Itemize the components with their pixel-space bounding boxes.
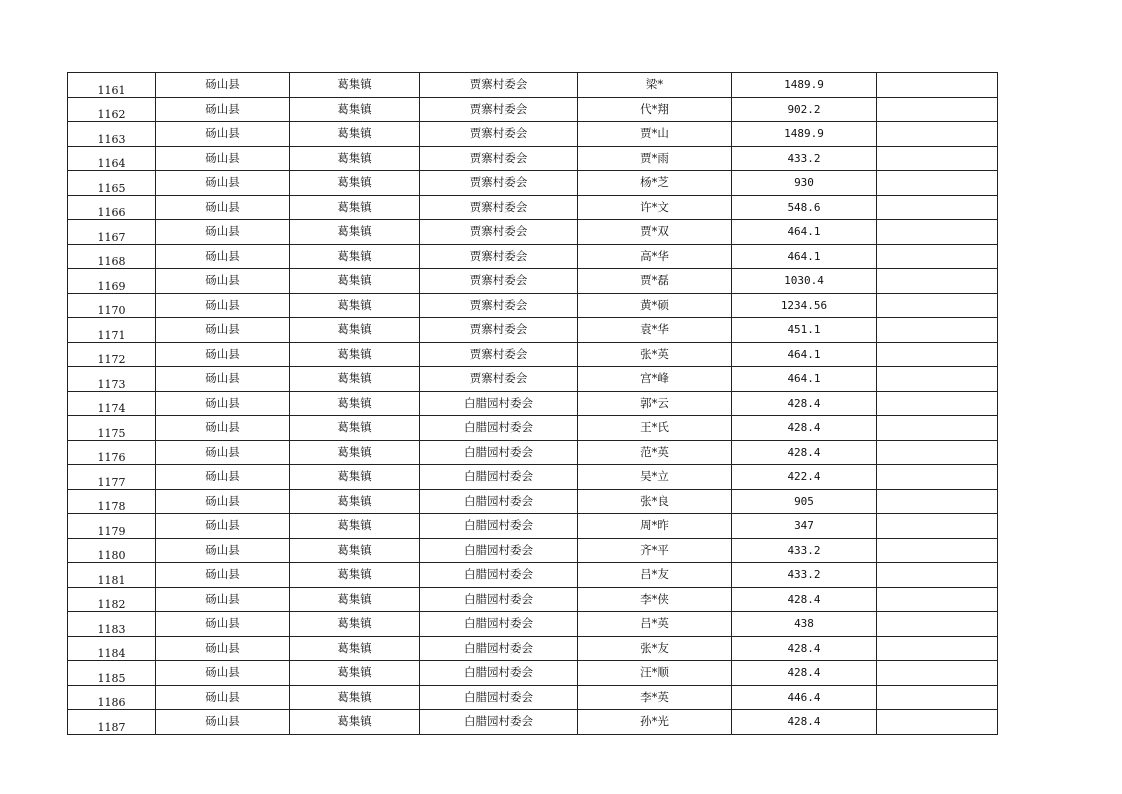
person-name-cell: 梁* [578,73,732,98]
county-cell: 砀山县 [156,220,290,245]
remark-cell [877,661,998,686]
remark-cell [877,367,998,392]
table-row [68,195,998,220]
county-cell: 砀山县 [156,97,290,122]
row-number-cell: 1182 [68,587,156,612]
county-cell: 砀山县 [156,710,290,735]
person-name-cell: 贾*双 [578,220,732,245]
amount-cell: 347 [732,514,877,539]
table-row [68,318,998,343]
town-cell: 葛集镇 [290,367,420,392]
county-cell: 砀山县 [156,661,290,686]
town-cell: 葛集镇 [290,685,420,710]
row-number-cell: 1168 [68,244,156,269]
row-number-cell: 1187 [68,710,156,735]
row-number-cell: 1163 [68,122,156,147]
county-cell: 砀山县 [156,244,290,269]
table-row [68,612,998,637]
village-committee-cell: 白腊园村委会 [420,440,578,465]
amount-cell: 428.4 [732,587,877,612]
person-name-cell: 王*氏 [578,416,732,441]
person-name-cell: 贾*山 [578,122,732,147]
subsidy-sheet [67,72,997,735]
amount-cell: 464.1 [732,342,877,367]
village-committee-cell: 白腊园村委会 [420,636,578,661]
amount-cell: 428.4 [732,416,877,441]
town-cell: 葛集镇 [290,195,420,220]
table-row [68,661,998,686]
row-number-cell: 1167 [68,220,156,245]
town-cell: 葛集镇 [290,636,420,661]
table-row [68,342,998,367]
row-number-cell: 1169 [68,269,156,294]
remark-cell [877,416,998,441]
county-cell: 砀山县 [156,269,290,294]
person-name-cell: 张*英 [578,342,732,367]
person-name-cell: 汪*顺 [578,661,732,686]
village-committee-cell: 贾寨村委会 [420,293,578,318]
table-row [68,171,998,196]
table-row [68,636,998,661]
row-number-cell: 1186 [68,685,156,710]
table-row [68,587,998,612]
county-cell: 砀山县 [156,587,290,612]
row-number-cell: 1184 [68,636,156,661]
amount-cell: 438 [732,612,877,637]
table-row [68,489,998,514]
village-committee-cell: 白腊园村委会 [420,710,578,735]
amount-cell: 548.6 [732,195,877,220]
county-cell: 砀山县 [156,73,290,98]
table-body [68,73,998,735]
village-committee-cell: 贾寨村委会 [420,97,578,122]
amount-cell: 428.4 [732,636,877,661]
amount-cell: 1489.9 [732,73,877,98]
remark-cell [877,636,998,661]
village-committee-cell: 白腊园村委会 [420,661,578,686]
table-row [68,685,998,710]
row-number-cell: 1164 [68,146,156,171]
person-name-cell: 代*翔 [578,97,732,122]
county-cell: 砀山县 [156,391,290,416]
row-number-cell: 1174 [68,391,156,416]
village-committee-cell: 贾寨村委会 [420,367,578,392]
amount-cell: 464.1 [732,220,877,245]
row-number-cell: 1185 [68,661,156,686]
person-name-cell: 黄*硕 [578,293,732,318]
table-row [68,269,998,294]
amount-cell: 433.2 [732,563,877,588]
person-name-cell: 许*文 [578,195,732,220]
amount-cell: 905 [732,489,877,514]
village-committee-cell: 贾寨村委会 [420,244,578,269]
row-number-cell: 1175 [68,416,156,441]
row-number-cell: 1170 [68,293,156,318]
village-committee-cell: 白腊园村委会 [420,391,578,416]
subsidy-table [67,72,998,735]
amount-cell: 433.2 [732,538,877,563]
remark-cell [877,710,998,735]
town-cell: 葛集镇 [290,293,420,318]
table-row [68,416,998,441]
village-committee-cell: 白腊园村委会 [420,587,578,612]
remark-cell [877,563,998,588]
remark-cell [877,318,998,343]
table-row [68,538,998,563]
town-cell: 葛集镇 [290,587,420,612]
village-committee-cell: 贾寨村委会 [420,73,578,98]
village-committee-cell: 贾寨村委会 [420,269,578,294]
person-name-cell: 吕*友 [578,563,732,588]
town-cell: 葛集镇 [290,122,420,147]
town-cell: 葛集镇 [290,342,420,367]
person-name-cell: 张*友 [578,636,732,661]
village-committee-cell: 贾寨村委会 [420,122,578,147]
town-cell: 葛集镇 [290,661,420,686]
town-cell: 葛集镇 [290,416,420,441]
person-name-cell: 袁*华 [578,318,732,343]
remark-cell [877,685,998,710]
amount-cell: 422.4 [732,465,877,490]
county-cell: 砀山县 [156,465,290,490]
table-row [68,122,998,147]
amount-cell: 1234.56 [732,293,877,318]
county-cell: 砀山县 [156,514,290,539]
row-number-cell: 1178 [68,489,156,514]
town-cell: 葛集镇 [290,171,420,196]
remark-cell [877,538,998,563]
amount-cell: 1030.4 [732,269,877,294]
row-number-cell: 1166 [68,195,156,220]
county-cell: 砀山县 [156,440,290,465]
row-number-cell: 1176 [68,440,156,465]
amount-cell: 464.1 [732,244,877,269]
table-row [68,146,998,171]
remark-cell [877,612,998,637]
amount-cell: 428.4 [732,710,877,735]
row-number-cell: 1161 [68,73,156,98]
county-cell: 砀山县 [156,318,290,343]
remark-cell [877,171,998,196]
amount-cell: 451.1 [732,318,877,343]
table-row [68,244,998,269]
amount-cell: 428.4 [732,440,877,465]
person-name-cell: 孙*光 [578,710,732,735]
county-cell: 砀山县 [156,489,290,514]
town-cell: 葛集镇 [290,97,420,122]
amount-cell: 433.2 [732,146,877,171]
village-committee-cell: 贾寨村委会 [420,342,578,367]
table-row [68,367,998,392]
person-name-cell: 李*英 [578,685,732,710]
table-row [68,514,998,539]
amount-cell: 428.4 [732,661,877,686]
town-cell: 葛集镇 [290,146,420,171]
remark-cell [877,244,998,269]
county-cell: 砀山县 [156,293,290,318]
person-name-cell: 范*英 [578,440,732,465]
village-committee-cell: 贾寨村委会 [420,220,578,245]
remark-cell [877,342,998,367]
row-number-cell: 1177 [68,465,156,490]
remark-cell [877,514,998,539]
village-committee-cell: 白腊园村委会 [420,538,578,563]
amount-cell: 930 [732,171,877,196]
amount-cell: 902.2 [732,97,877,122]
table-row [68,73,998,98]
town-cell: 葛集镇 [290,612,420,637]
village-committee-cell: 贾寨村委会 [420,318,578,343]
row-number-cell: 1181 [68,563,156,588]
village-committee-cell: 白腊园村委会 [420,612,578,637]
village-committee-cell: 白腊园村委会 [420,563,578,588]
row-number-cell: 1171 [68,318,156,343]
remark-cell [877,465,998,490]
remark-cell [877,391,998,416]
table-row [68,563,998,588]
county-cell: 砀山县 [156,685,290,710]
remark-cell [877,440,998,465]
town-cell: 葛集镇 [290,244,420,269]
town-cell: 葛集镇 [290,318,420,343]
remark-cell [877,220,998,245]
person-name-cell: 贾*磊 [578,269,732,294]
county-cell: 砀山县 [156,538,290,563]
county-cell: 砀山县 [156,416,290,441]
village-committee-cell: 白腊园村委会 [420,489,578,514]
county-cell: 砀山县 [156,563,290,588]
county-cell: 砀山县 [156,612,290,637]
person-name-cell: 吴*立 [578,465,732,490]
town-cell: 葛集镇 [290,710,420,735]
row-number-cell: 1179 [68,514,156,539]
person-name-cell: 宫*峰 [578,367,732,392]
person-name-cell: 贾*雨 [578,146,732,171]
table-row [68,710,998,735]
table-row [68,465,998,490]
amount-cell: 446.4 [732,685,877,710]
county-cell: 砀山县 [156,146,290,171]
person-name-cell: 郭*云 [578,391,732,416]
town-cell: 葛集镇 [290,563,420,588]
remark-cell [877,73,998,98]
village-committee-cell: 贾寨村委会 [420,171,578,196]
amount-cell: 464.1 [732,367,877,392]
village-committee-cell: 白腊园村委会 [420,514,578,539]
county-cell: 砀山县 [156,342,290,367]
table-row [68,440,998,465]
village-committee-cell: 贾寨村委会 [420,195,578,220]
remark-cell [877,122,998,147]
town-cell: 葛集镇 [290,269,420,294]
remark-cell [877,269,998,294]
town-cell: 葛集镇 [290,514,420,539]
county-cell: 砀山县 [156,636,290,661]
remark-cell [877,293,998,318]
person-name-cell: 张*良 [578,489,732,514]
person-name-cell: 吕*英 [578,612,732,637]
remark-cell [877,97,998,122]
county-cell: 砀山县 [156,122,290,147]
row-number-cell: 1183 [68,612,156,637]
town-cell: 葛集镇 [290,391,420,416]
village-committee-cell: 白腊园村委会 [420,465,578,490]
amount-cell: 428.4 [732,391,877,416]
person-name-cell: 杨*芝 [578,171,732,196]
row-number-cell: 1172 [68,342,156,367]
village-committee-cell: 白腊园村委会 [420,416,578,441]
remark-cell [877,489,998,514]
row-number-cell: 1180 [68,538,156,563]
person-name-cell: 齐*平 [578,538,732,563]
village-committee-cell: 白腊园村委会 [420,685,578,710]
table-row [68,97,998,122]
remark-cell [877,587,998,612]
county-cell: 砀山县 [156,171,290,196]
person-name-cell: 李*侠 [578,587,732,612]
county-cell: 砀山县 [156,195,290,220]
amount-cell: 1489.9 [732,122,877,147]
row-number-cell: 1162 [68,97,156,122]
remark-cell [877,146,998,171]
town-cell: 葛集镇 [290,465,420,490]
town-cell: 葛集镇 [290,538,420,563]
town-cell: 葛集镇 [290,440,420,465]
town-cell: 葛集镇 [290,73,420,98]
village-committee-cell: 贾寨村委会 [420,146,578,171]
table-row [68,220,998,245]
county-cell: 砀山县 [156,367,290,392]
remark-cell [877,195,998,220]
town-cell: 葛集镇 [290,220,420,245]
table-row [68,391,998,416]
person-name-cell: 高*华 [578,244,732,269]
town-cell: 葛集镇 [290,489,420,514]
row-number-cell: 1165 [68,171,156,196]
table-row [68,293,998,318]
person-name-cell: 周*昨 [578,514,732,539]
row-number-cell: 1173 [68,367,156,392]
